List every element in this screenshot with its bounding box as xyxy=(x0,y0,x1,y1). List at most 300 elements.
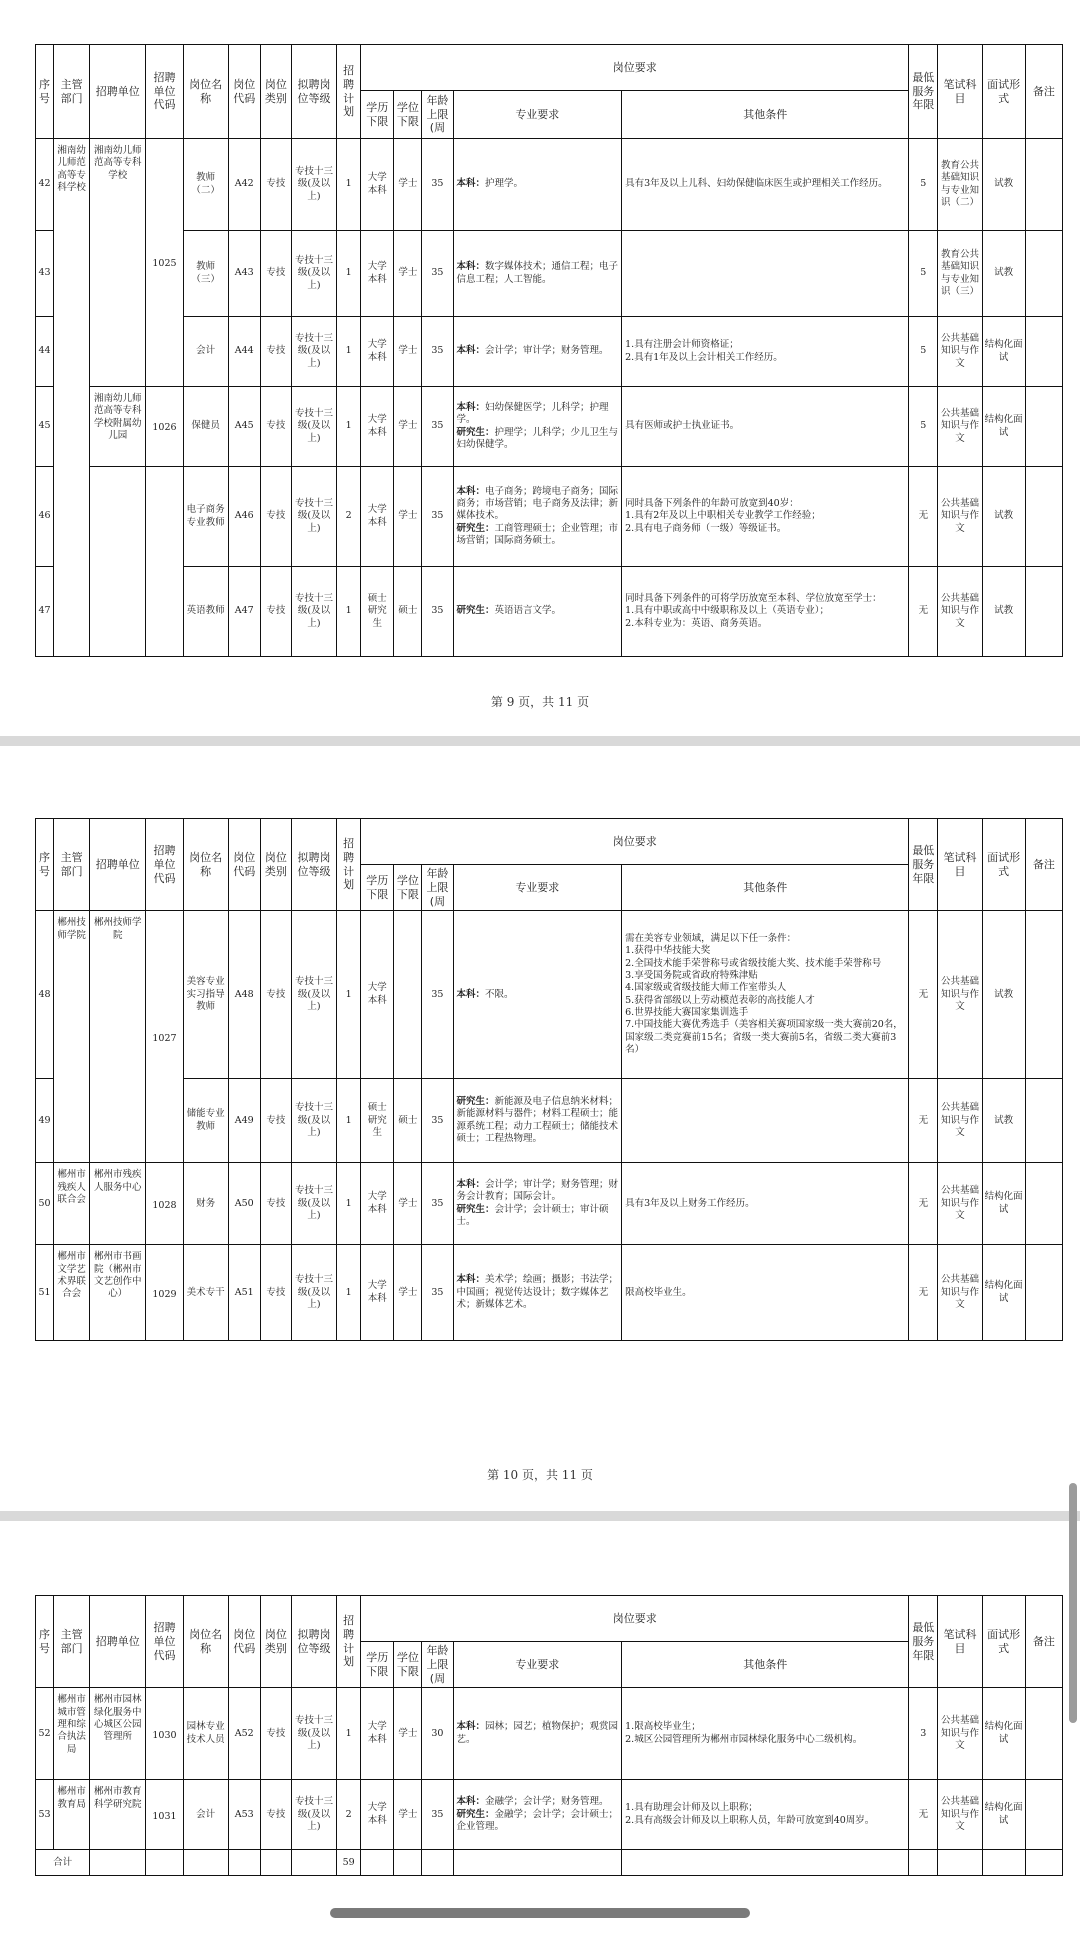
cell-other: 1.限高校毕业生； 2.城区公园管理所为郴州市园林绿化服务中心二级机构。 xyxy=(622,1688,909,1780)
cell-major xyxy=(453,1688,622,1780)
major-label: 本科： xyxy=(456,178,486,190)
cell-dept: 郴州技师学院 xyxy=(54,911,90,1163)
cell-interview: 试教 xyxy=(982,1079,1025,1163)
cell-remark xyxy=(1025,387,1062,467)
document-page-9 xyxy=(0,0,1080,745)
cell-post-code: A45 xyxy=(228,387,260,467)
cell-interview: 结构化面试 xyxy=(982,317,1025,387)
cell-post-level: 专技十三级(及以上) xyxy=(291,1245,336,1341)
cell-unit: 湘南幼儿师范高等专科学校附属幼儿园 xyxy=(90,387,146,467)
cell-age: 35 xyxy=(422,1780,453,1850)
cell-min-service: 无 xyxy=(909,1245,938,1341)
major-text: 不限。 xyxy=(485,988,514,1000)
cell-dept: 郴州市教育局 xyxy=(54,1780,90,1850)
col-unit: 招聘单位 xyxy=(90,1596,146,1688)
cell-unit-code: 1026 xyxy=(146,387,183,467)
cell-post-level: 专技十三级(及以上) xyxy=(291,467,336,567)
col-post-level: 拟聘岗位等级 xyxy=(291,1596,336,1688)
cell-plan: 1 xyxy=(337,1245,361,1341)
cell-post-level: 专技十三级(及以上) xyxy=(291,911,336,1079)
total-label: 合计 xyxy=(36,1850,90,1876)
cell-unit xyxy=(90,467,146,657)
cell-interview: 结构化面试 xyxy=(982,1780,1025,1850)
cell-unit-code: 1028 xyxy=(146,1163,183,1245)
cell-min-service: 3 xyxy=(909,1688,938,1780)
col-post-type: 岗位类别 xyxy=(260,45,291,139)
cell-age: 35 xyxy=(422,911,453,1079)
cell-exam: 公共基础知识与作文 xyxy=(938,1688,982,1780)
cell-edu: 大学本科 xyxy=(361,911,394,1079)
cell-major xyxy=(453,139,622,231)
cell-post-code: A46 xyxy=(228,467,260,567)
major-label: 研究生： xyxy=(456,426,495,438)
cell-degree: 学士 xyxy=(394,1245,422,1341)
cell-post-name: 保健员 xyxy=(183,387,228,467)
cell-post-level: 专技十三级(及以上) xyxy=(291,387,336,467)
cell-edu: 大学本科 xyxy=(361,387,394,467)
major-line-1 xyxy=(457,345,619,357)
cell-unit-code: 1030 xyxy=(146,1688,183,1780)
cell-interview: 试教 xyxy=(982,467,1025,567)
major-line-1 xyxy=(457,1796,619,1808)
cell-degree xyxy=(394,911,422,1079)
cell-post-name: 财务 xyxy=(183,1163,228,1245)
cell-other: 1.具有注册会计师资格证； 2.具有1年及以上会计相关工作经历。 xyxy=(622,317,909,387)
major-text: 工商管理硕士；企业管理；市场营销；国际商务硕士。 xyxy=(456,522,619,547)
cell-major xyxy=(453,567,622,657)
col-other: 其他条件 xyxy=(622,1642,909,1688)
cell-post-type: 专技 xyxy=(260,1245,291,1341)
major-label: 研究生： xyxy=(456,1808,495,1820)
cell-degree: 硕士 xyxy=(394,567,422,657)
col-dept: 主管部门 xyxy=(54,1596,90,1688)
cell-min-service: 5 xyxy=(909,139,938,231)
table-row xyxy=(36,317,1063,387)
cell-post-name: 教师（三） xyxy=(183,231,228,317)
col-unit-code: 招聘单位代码 xyxy=(146,45,183,139)
major-line-1 xyxy=(457,1179,619,1204)
table-body xyxy=(36,911,1063,1341)
cell-remark xyxy=(1025,139,1062,231)
table-header xyxy=(36,819,1063,911)
table-row xyxy=(36,1163,1063,1245)
cell-major xyxy=(453,1245,622,1341)
cell-exam: 公共基础知识与作文 xyxy=(938,1245,982,1341)
major-label: 研究生： xyxy=(456,1203,495,1215)
total-empty-cell xyxy=(453,1850,622,1876)
col-other: 其他条件 xyxy=(622,865,909,911)
major-label: 本科： xyxy=(456,1179,486,1191)
cell-post-type: 专技 xyxy=(260,467,291,567)
cell-other xyxy=(622,1079,909,1163)
col-requirements: 岗位要求 xyxy=(361,45,909,91)
table-body xyxy=(36,139,1063,657)
cell-seq: 42 xyxy=(36,139,54,231)
cell-degree: 学士 xyxy=(394,387,422,467)
col-edu: 学历下限 xyxy=(361,1642,394,1688)
cell-min-service: 5 xyxy=(909,317,938,387)
cell-major xyxy=(453,467,622,567)
cell-post-code: A47 xyxy=(228,567,260,657)
cell-post-code: A49 xyxy=(228,1079,260,1163)
cell-seq: 45 xyxy=(36,387,54,467)
col-age: 年龄上限(周 xyxy=(422,1642,453,1688)
cell-post-type: 专技 xyxy=(260,317,291,387)
major-text: 金融学；会计学；会计硕士；企业管理。 xyxy=(456,1808,619,1832)
cell-plan: 1 xyxy=(337,1163,361,1245)
major-line-2 xyxy=(457,523,619,548)
document-page-10 xyxy=(0,746,1080,1511)
cell-edu: 硕士研究生 xyxy=(361,1079,394,1163)
cell-major xyxy=(453,317,622,387)
major-line-2 xyxy=(457,427,619,452)
cell-min-service: 5 xyxy=(909,231,938,317)
total-empty-cell xyxy=(291,1850,336,1876)
cell-major xyxy=(453,1780,622,1850)
col-post-name: 岗位名称 xyxy=(183,45,228,139)
cell-post-level: 专技十三级(及以上) xyxy=(291,317,336,387)
table-row xyxy=(36,567,1063,657)
cell-exam: 公共基础知识与作文 xyxy=(938,1780,982,1850)
total-plan: 59 xyxy=(337,1850,361,1876)
major-line-1 xyxy=(457,989,619,1001)
total-empty-cell xyxy=(183,1850,228,1876)
cell-seq: 48 xyxy=(36,911,54,1079)
col-plan: 招聘计划 xyxy=(337,1596,361,1688)
cell-age: 35 xyxy=(422,317,453,387)
total-empty-cell xyxy=(361,1850,394,1876)
cell-post-code: A42 xyxy=(228,139,260,231)
cell-interview: 试教 xyxy=(982,139,1025,231)
major-label: 研究生： xyxy=(456,522,495,534)
major-text: 园林；园艺；植物保护；观赏园艺。 xyxy=(456,1721,619,1745)
cell-post-level: 专技十三级(及以上) xyxy=(291,567,336,657)
cell-post-type: 专技 xyxy=(260,1688,291,1780)
col-unit-code: 招聘单位代码 xyxy=(146,1596,183,1688)
cell-unit: 郴州市园林绿化服务中心城区公园管理所 xyxy=(90,1688,146,1780)
cell-post-name: 美容专业实习指导教师 xyxy=(183,911,228,1079)
cell-unit: 郴州技师学院 xyxy=(90,911,146,1163)
table-row xyxy=(36,911,1063,1079)
cell-post-level: 专技十三级(及以上) xyxy=(291,1079,336,1163)
cell-post-type: 专技 xyxy=(260,567,291,657)
total-empty-cell xyxy=(982,1850,1025,1876)
col-post-type: 岗位类别 xyxy=(260,819,291,911)
table-row xyxy=(36,139,1063,231)
cell-exam: 公共基础知识与作文 xyxy=(938,567,982,657)
cell-post-name: 电子商务专业教师 xyxy=(183,467,228,567)
cell-age: 35 xyxy=(422,467,453,567)
col-seq: 序号 xyxy=(36,1596,54,1688)
cell-degree: 学士 xyxy=(394,1163,422,1245)
cell-age: 35 xyxy=(422,139,453,231)
major-line-1 xyxy=(457,486,619,523)
major-line-1 xyxy=(457,261,619,286)
cell-remark xyxy=(1025,467,1062,567)
cell-remark xyxy=(1025,1163,1062,1245)
cell-degree: 学士 xyxy=(394,139,422,231)
col-interview: 面试形式 xyxy=(982,45,1025,139)
cell-seq: 46 xyxy=(36,467,54,567)
cell-post-level: 专技十三级(及以上) xyxy=(291,1780,336,1850)
col-edu: 学历下限 xyxy=(361,865,394,911)
col-post-level: 拟聘岗位等级 xyxy=(291,819,336,911)
cell-degree: 学士 xyxy=(394,317,422,387)
cell-remark xyxy=(1025,1245,1062,1341)
cell-unit: 郴州市残疾人服务中心 xyxy=(90,1163,146,1245)
major-text: 数字媒体技术；通信工程；电子信息工程；人工智能。 xyxy=(456,261,619,285)
cell-age: 35 xyxy=(422,387,453,467)
cell-major xyxy=(453,1163,622,1245)
major-line-1 xyxy=(457,1721,619,1746)
table-row xyxy=(36,387,1063,467)
cell-other: 1.具有助理会计师及以上职称； 2.具有高级会计师及以上职称人员，年龄可放宽到40周岁。 xyxy=(622,1780,909,1850)
table-header xyxy=(36,1596,1063,1688)
major-label: 本科： xyxy=(456,485,486,497)
major-text: 妇幼保健医学；儿科学；护理学。 xyxy=(456,401,609,426)
document-page-11 xyxy=(0,1521,1080,1936)
major-label: 研究生： xyxy=(456,605,495,617)
cell-plan: 1 xyxy=(337,911,361,1079)
cell-exam: 公共基础知识与作文 xyxy=(938,911,982,1079)
cell-min-service: 无 xyxy=(909,467,938,567)
table-row xyxy=(36,1780,1063,1850)
cell-seq: 49 xyxy=(36,1079,54,1163)
major-text: 会计学；审计学；财务管理；财务会计教育；国际会计。 xyxy=(456,1179,619,1203)
cell-age: 35 xyxy=(422,1163,453,1245)
col-major: 专业要求 xyxy=(453,1642,622,1688)
cell-post-level: 专技十三级(及以上) xyxy=(291,1163,336,1245)
cell-exam: 教育公共基础知识与专业知识（二） xyxy=(938,139,982,231)
cell-post-name: 教师（二） xyxy=(183,139,228,231)
major-label: 本科： xyxy=(456,1796,486,1808)
col-degree: 学位下限 xyxy=(394,865,422,911)
cell-interview: 试教 xyxy=(982,231,1025,317)
total-empty-cell xyxy=(228,1850,260,1876)
col-major: 专业要求 xyxy=(453,865,622,911)
cell-plan: 1 xyxy=(337,139,361,231)
cell-dept: 郴州市城市管理和综合执法局 xyxy=(54,1688,90,1780)
cell-edu: 大学本科 xyxy=(361,1163,394,1245)
col-unit-code: 招聘单位代码 xyxy=(146,819,183,911)
col-post-name: 岗位名称 xyxy=(183,1596,228,1688)
major-label: 本科： xyxy=(456,988,486,1000)
page-footer: 第 10 页，共 11 页 xyxy=(487,1468,593,1482)
cell-post-code: A52 xyxy=(228,1688,260,1780)
cell-interview: 结构化面试 xyxy=(982,1688,1025,1780)
vertical-scrollbar[interactable] xyxy=(1069,1483,1077,1723)
cell-remark xyxy=(1025,567,1062,657)
table-row xyxy=(36,1079,1063,1163)
col-degree: 学位下限 xyxy=(394,1642,422,1688)
cell-other xyxy=(622,231,909,317)
col-dept: 主管部门 xyxy=(54,819,90,911)
major-line-1 xyxy=(457,605,619,617)
col-requirements: 岗位要求 xyxy=(361,819,909,865)
col-unit: 招聘单位 xyxy=(90,45,146,139)
cell-post-code: A50 xyxy=(228,1163,260,1245)
cell-post-type: 专技 xyxy=(260,1163,291,1245)
page-separator xyxy=(0,1511,1080,1521)
total-empty-cell xyxy=(938,1850,982,1876)
cell-post-name: 园林专业技术人员 xyxy=(183,1688,228,1780)
cell-degree: 学士 xyxy=(394,1780,422,1850)
cell-edu: 大学本科 xyxy=(361,1245,394,1341)
cell-other: 具有医师或护士执业证书。 xyxy=(622,387,909,467)
total-empty-cell xyxy=(422,1850,453,1876)
cell-exam: 公共基础知识与作文 xyxy=(938,317,982,387)
cell-post-type: 专技 xyxy=(260,911,291,1079)
major-label: 本科： xyxy=(456,1274,486,1286)
cell-post-type: 专技 xyxy=(260,1780,291,1850)
cell-degree: 学士 xyxy=(394,231,422,317)
cell-exam: 公共基础知识与作文 xyxy=(938,1163,982,1245)
col-degree: 学位下限 xyxy=(394,91,422,139)
cell-edu: 大学本科 xyxy=(361,1780,394,1850)
cell-unit: 郴州市书画院（郴州市文艺创作中心） xyxy=(90,1245,146,1341)
cell-major xyxy=(453,387,622,467)
major-line-1 xyxy=(457,402,619,427)
table-row xyxy=(36,467,1063,567)
cell-edu: 大学本科 xyxy=(361,467,394,567)
recruitment-table xyxy=(35,44,1063,657)
major-label: 本科： xyxy=(456,401,486,413)
cell-remark xyxy=(1025,911,1062,1079)
cell-plan: 1 xyxy=(337,387,361,467)
table-header xyxy=(36,45,1063,139)
cell-degree: 学士 xyxy=(394,1688,422,1780)
cell-exam: 教育公共基础知识与专业知识（三） xyxy=(938,231,982,317)
table-total-row xyxy=(36,1850,1063,1876)
total-empty-cell xyxy=(146,1850,183,1876)
cell-post-code: A43 xyxy=(228,231,260,317)
recruitment-table xyxy=(35,1595,1063,1876)
cell-interview: 结构化面试 xyxy=(982,387,1025,467)
cell-plan: 1 xyxy=(337,231,361,317)
cell-other: 同时具备下列条件的可将学历放宽至本科、学位放宽至学士： 1.具有中职或高中中级职称及以上（英语专业）； 2.本科专业为：英语、商务英语。 xyxy=(622,567,909,657)
total-empty-cell xyxy=(394,1850,422,1876)
major-label: 研究生： xyxy=(456,1096,495,1108)
cell-seq: 44 xyxy=(36,317,54,387)
cell-remark xyxy=(1025,1079,1062,1163)
cell-plan: 2 xyxy=(337,467,361,567)
cell-unit-code: 1027 xyxy=(146,911,183,1163)
col-post-type: 岗位类别 xyxy=(260,1596,291,1688)
cell-major xyxy=(453,911,622,1079)
cell-major xyxy=(453,1079,622,1163)
major-line-1 xyxy=(457,1096,619,1145)
col-remark: 备注 xyxy=(1025,45,1062,139)
col-remark: 备注 xyxy=(1025,1596,1062,1688)
cell-interview: 结构化面试 xyxy=(982,1163,1025,1245)
col-min-service: 最低服务年限 xyxy=(909,45,938,139)
major-label: 本科： xyxy=(456,261,486,273)
col-seq: 序号 xyxy=(36,819,54,911)
cell-other: 限高校毕业生。 xyxy=(622,1245,909,1341)
col-post-code: 岗位代码 xyxy=(228,1596,260,1688)
col-plan: 招聘计划 xyxy=(337,45,361,139)
cell-seq: 50 xyxy=(36,1163,54,1245)
cell-unit-code xyxy=(146,467,183,657)
major-line-2 xyxy=(457,1809,619,1834)
cell-min-service: 5 xyxy=(909,387,938,467)
cell-other: 同时具备下列条件的年龄可放宽到40岁： 1.具有2年及以上中职相关专业教学工作经验； 2.具有电子商务师（一级）等级证书。 xyxy=(622,467,909,567)
page-footer: 第 9 页，共 11 页 xyxy=(490,695,590,709)
major-text: 英语语言文学。 xyxy=(494,605,562,617)
major-text: 新能源及电子信息纳米材料；新能源材料与器件；材料工程硕士；能源系统工程；动力工程硕士；储能技术硕士；工程热物理。 xyxy=(456,1096,619,1145)
total-empty-cell xyxy=(909,1850,938,1876)
cell-age: 35 xyxy=(422,1245,453,1341)
cell-seq: 53 xyxy=(36,1780,54,1850)
major-label: 本科： xyxy=(456,345,486,357)
table-row xyxy=(36,1245,1063,1341)
cell-interview: 试教 xyxy=(982,911,1025,1079)
cell-min-service: 无 xyxy=(909,1079,938,1163)
col-min-service: 最低服务年限 xyxy=(909,819,938,911)
cell-post-level: 专技十三级(及以上) xyxy=(291,1688,336,1780)
cell-other: 具有3年及以上儿科、妇幼保健临床医生或护理相关工作经历。 xyxy=(622,139,909,231)
cell-post-type: 专技 xyxy=(260,231,291,317)
cell-plan: 1 xyxy=(337,567,361,657)
major-text: 金融学；会计学；财务管理。 xyxy=(485,1796,609,1808)
cell-post-name: 会计 xyxy=(183,1780,228,1850)
major-text: 护理学。 xyxy=(485,178,524,190)
major-line-1 xyxy=(457,1274,619,1311)
col-seq: 序号 xyxy=(36,45,54,139)
col-post-code: 岗位代码 xyxy=(228,819,260,911)
major-text: 电子商务；跨境电子商务；国际商务；市场营销；电子商务及法律；新媒体技术。 xyxy=(456,485,619,522)
cell-plan: 1 xyxy=(337,1688,361,1780)
cell-unit: 郴州市教育科学研究院 xyxy=(90,1780,146,1850)
cell-plan: 1 xyxy=(337,317,361,387)
cell-min-service: 无 xyxy=(909,911,938,1079)
cell-edu: 大学本科 xyxy=(361,1688,394,1780)
cell-other: 具有3年及以上财务工作经历。 xyxy=(622,1163,909,1245)
major-line-1 xyxy=(457,178,619,190)
cell-post-level: 专技十三级(及以上) xyxy=(291,139,336,231)
total-empty-cell xyxy=(1025,1850,1062,1876)
cell-edu: 大学本科 xyxy=(361,231,394,317)
cell-min-service: 无 xyxy=(909,1163,938,1245)
cell-min-service: 无 xyxy=(909,567,938,657)
cell-edu: 大学本科 xyxy=(361,139,394,231)
col-exam: 笔试科目 xyxy=(938,819,982,911)
cell-remark xyxy=(1025,1688,1062,1780)
cell-post-type: 专技 xyxy=(260,139,291,231)
cell-degree: 学士 xyxy=(394,467,422,567)
cell-post-code: A51 xyxy=(228,1245,260,1341)
col-other: 其他条件 xyxy=(622,91,909,139)
cell-other: 需在美容专业领域，满足以下任一条件： 1.获得中华技能大奖 2.全国技术能手荣誉称号或省级技能大奖、技术能手荣誉称号 3.享受国务院或省政府特殊津贴 4.国家级或省级技能大师工作室带头人 5.获得省部级以上劳动模范表彰的高技能人才 6.世界技能大赛国家集训选手 7.中国技能大赛优秀选手（美容相关赛项国家级一类大赛前20名，国家级二类竞赛前15名；省级一类大赛前5名，省级二类大赛前3名） xyxy=(622,911,909,1079)
cell-dept: 郴州市文学艺术界联合会 xyxy=(54,1245,90,1341)
cell-seq: 51 xyxy=(36,1245,54,1341)
col-remark: 备注 xyxy=(1025,819,1062,911)
major-label: 本科： xyxy=(456,1721,486,1733)
home-indicator[interactable] xyxy=(330,1908,750,1918)
col-age: 年龄上限(周 xyxy=(422,91,453,139)
recruitment-table xyxy=(35,818,1063,1341)
col-requirements: 岗位要求 xyxy=(361,1596,909,1642)
cell-edu: 大学本科 xyxy=(361,317,394,387)
col-plan: 招聘计划 xyxy=(337,819,361,911)
col-edu: 学历下限 xyxy=(361,91,394,139)
major-text: 会计学；审计学；财务管理。 xyxy=(485,345,609,357)
cell-min-service: 无 xyxy=(909,1780,938,1850)
cell-seq: 43 xyxy=(36,231,54,317)
cell-exam: 公共基础知识与作文 xyxy=(938,387,982,467)
cell-interview: 结构化面试 xyxy=(982,1245,1025,1341)
major-text: 护理学；儿科学；少儿卫生与妇幼保健学。 xyxy=(456,426,619,450)
